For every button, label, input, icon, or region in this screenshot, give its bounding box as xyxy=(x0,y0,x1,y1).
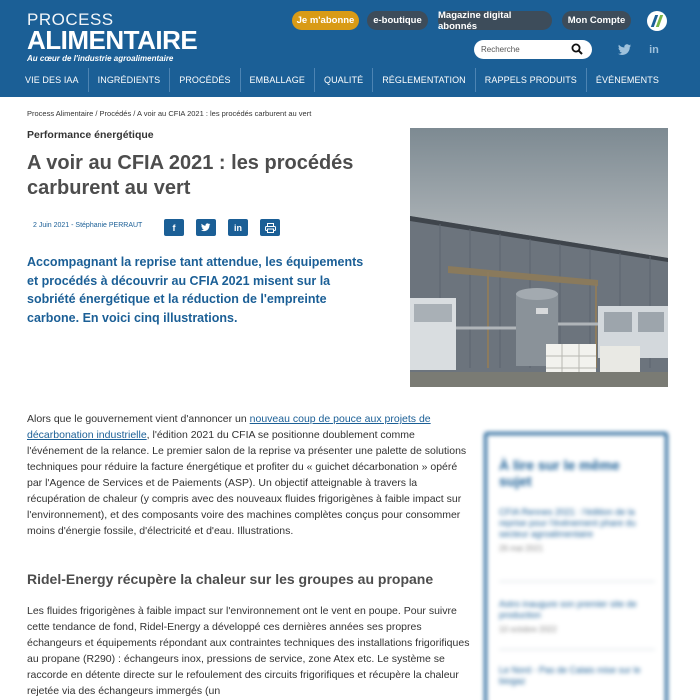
related-article-item[interactable] xyxy=(499,665,659,687)
nav-item-reglementation[interactable]: RÉGLEMENTATION xyxy=(373,68,476,92)
nav-item-emballage[interactable]: EMBALLAGE xyxy=(241,68,315,92)
paragraph-text: Alors que le gouvernement vient d'annoncer un xyxy=(27,413,250,425)
article-photo xyxy=(410,128,668,387)
share-linkedin-button[interactable]: in xyxy=(228,219,248,236)
article-subheading: Ridel-Energy récupère la chaleur sur les groupes au propane xyxy=(27,571,434,587)
decarbonation-link[interactable]: nouveau coup de pouce aux projets de décarbonation industrielle xyxy=(27,413,431,441)
nav-item-vie-des-iaa[interactable]: VIE DES IAA xyxy=(16,68,89,92)
nav-item-ingredients[interactable]: INGRÉDIENTS xyxy=(89,68,171,92)
related-article-item[interactable] xyxy=(499,599,659,635)
logo-line-1: PROCESS xyxy=(27,10,114,29)
article-category[interactable]: Performance énergétique xyxy=(27,129,154,141)
twitter-icon xyxy=(201,223,211,232)
site-header xyxy=(0,0,700,97)
e-shop-button[interactable]: e-boutique xyxy=(367,11,428,30)
article-byline: 2 Juin 2021 - Stéphanie PERRAUT xyxy=(33,222,143,229)
nav-item-evenements[interactable]: ÉVÉNEMENTS xyxy=(595,75,659,85)
search-icon[interactable] xyxy=(571,43,583,55)
share-facebook-button[interactable]: f xyxy=(164,219,184,236)
nav-item-qualite[interactable]: QUALITÉ xyxy=(315,68,373,92)
related-article-title: Le Nord - Pas de Calais mise sur le biogaz xyxy=(499,665,641,686)
search-box xyxy=(474,40,592,59)
subscribe-button[interactable]: Je m'abonne xyxy=(292,11,359,30)
logo-line-2: ALIMENTAIRE xyxy=(27,25,198,55)
related-article-date: 10 octobre 2022 xyxy=(499,625,557,634)
related-article-item[interactable] xyxy=(499,507,659,554)
nav-item-procedes[interactable]: PROCÉDÉS xyxy=(170,68,240,92)
related-articles-sidebar xyxy=(484,432,668,700)
share-twitter-button[interactable] xyxy=(196,219,216,236)
search-input[interactable] xyxy=(481,43,569,56)
site-logo[interactable] xyxy=(27,11,197,63)
print-icon xyxy=(265,223,276,233)
article-title: A voir au CFIA 2021 : les procédés carburent au vert xyxy=(27,152,354,199)
related-article-title: Astro inaugure son premier site de production xyxy=(499,599,637,620)
related-article-title: CFIA Rennes 2021 : l'édition de la reprise pour l'événement phare du secteur agroalimentaire xyxy=(499,507,636,539)
network-logo-icon[interactable] xyxy=(647,11,667,31)
account-button[interactable]: Mon Compte xyxy=(562,11,631,30)
digital-magazine-button[interactable]: Magazine digital abonnés xyxy=(438,11,552,30)
related-article-date: 26 mai 2021 xyxy=(499,544,544,553)
sidebar-divider xyxy=(499,581,655,582)
logo-tagline: Au cœur de l'industrie agroalimentaire xyxy=(27,54,174,63)
article-paragraph-1 xyxy=(27,411,474,539)
sidebar-title: À lire sur le même sujet xyxy=(499,457,620,489)
main-nav xyxy=(16,68,668,92)
paragraph-text: , l'édition 2021 du CFIA se positionne doublement comme l'événement de la relance. Le premier salon de la reprise va présenter une palette de solutions techniques pour réduire la facture énergétique et profiter du « guichet décarbonation » opéré par l'Agence de Services et de Paiements (ASP). Un objectif atteignable à travers la récupération de chaleur (y compris avec des nouveaux fluides frigorigènes à faible impact sur l'environnement), et des composants voire des machines complètes conçus pour consommer moins d'énergie fossile, d'électricité et d'eau. Illustrations. xyxy=(27,429,467,537)
breadcrumb[interactable]: Process Alimentaire / Procédés / A voir au CFIA 2021 : les procédés carburent au vert xyxy=(27,109,312,118)
print-button[interactable] xyxy=(260,219,280,236)
linkedin-icon[interactable]: in xyxy=(649,43,659,56)
sidebar-divider xyxy=(499,649,655,650)
nav-item-rappels-produits[interactable]: RAPPELS PRODUITS xyxy=(476,68,587,92)
article-paragraph-2: Les fluides frigorigènes à faible impact sur l'environnement ont le vent en poupe. Pour suivre cette tendance de fond, Ridel-Energy a développé ces dernières années ses propres échangeurs et équipements répondant aux contraintes techniques des installations frigorifiques au propane (R290) : échangeurs inox, pressions de service, zone Atex etc. Le système se raccorde en détente directe sur le refoulement des circuits frigorifiques et récupère la chaleur rejetée via des échangeurs immergés (un xyxy=(27,605,470,697)
twitter-icon[interactable] xyxy=(611,40,639,59)
article-lede: Accompagnant la reprise tant attendue, les équipements et procédés à découvrir au CFIA 2021 misent sur la sobriété énergétique et la réduction de l'empreinte carbone. En voici cinq illustrations. xyxy=(27,255,364,325)
